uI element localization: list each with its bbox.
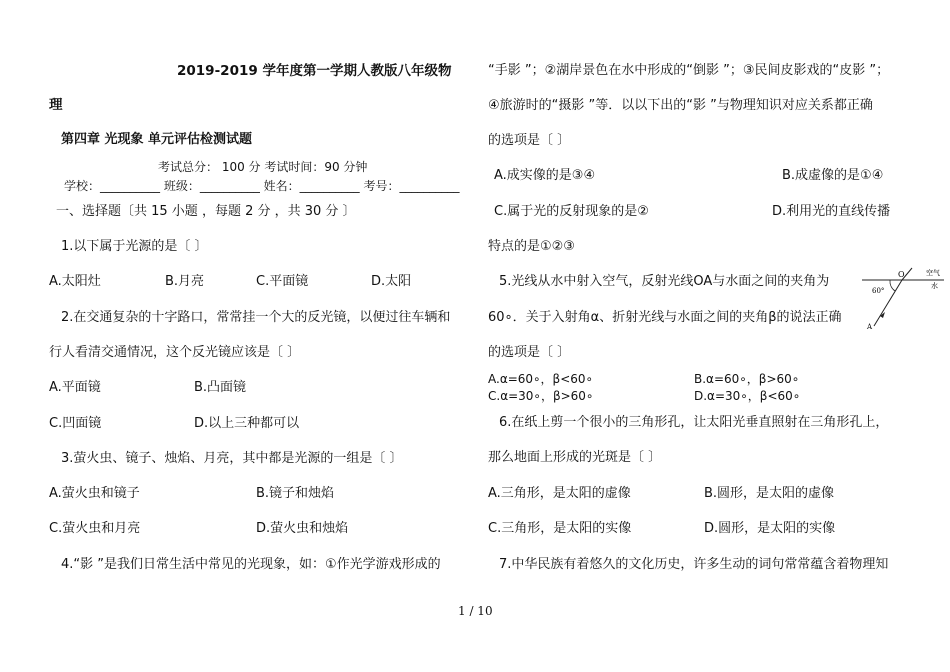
q2-option-b: B.凸面镜 <box>194 380 247 395</box>
exam-info: 考试总分： 100 分 考试时间：90 分钟 <box>158 160 368 174</box>
angle-arc <box>890 280 895 291</box>
q4-stem-line1: “手影 ”；②湖岸景色在水中形成的“倒影 ”；③民间皮影戏的“皮影 ”； <box>488 63 890 78</box>
q1-option-c: C.平面镜 <box>256 274 309 289</box>
q4-stem-line3: 的选项是〔 〕 <box>488 133 571 148</box>
q5-refraction-diagram <box>858 266 946 332</box>
q3-option-b: B.镜子和烛焰 <box>256 486 335 501</box>
q5-stem-line3: 的选项是〔 〕 <box>488 345 571 360</box>
q4-option-b: B.成虚像的是①④ <box>782 168 884 183</box>
q2-stem-line1: 2.在交通复杂的十字路口，常常挂一个大的反光镜，以便过往车辆和 <box>61 310 451 325</box>
doc-title-line2: 理 <box>49 97 63 113</box>
q4-stem-line2: ④旅游时的“摄影 ”等．以以下出的“影 ”与物理知识对应关系都正确 <box>488 98 873 113</box>
q6-option-b: B.圆形，是太阳的虚像 <box>704 486 835 501</box>
q1-option-a: A.太阳灶 <box>49 274 101 289</box>
q4-option-c: C.属于光的反射现象的是② <box>494 204 649 219</box>
q4-option-d: D.利用光的直线传播 <box>772 204 891 219</box>
q1-option-b: B.月亮 <box>165 274 205 289</box>
q6-stem-line1: 6.在纸上剪一个很小的三角形孔，让太阳光垂直照射在三角形孔上， <box>499 415 889 430</box>
q4-stem-start: 4.“影 ”是我们日常生活中常见的光现象，如：①作光学游戏形成的 <box>61 557 441 572</box>
water-label: 水 <box>931 282 938 290</box>
q2-option-d: D.以上三种都可以 <box>194 416 300 431</box>
point-o-label: O <box>898 270 905 279</box>
angle-label: 60° <box>872 287 885 295</box>
q1-option-d: D.太阳 <box>371 274 412 289</box>
q7-stem-start: 7.中华民族有着悠久的文化历史，许多生动的词句常常蕴含着物理知 <box>499 557 889 572</box>
q3-option-d: D.萤火虫和烛焰 <box>256 521 349 536</box>
chapter-title: 第四章 光现象 单元评估检测试题 <box>61 132 253 147</box>
q5-stem-line2: 60∘．关于入射角α、折射光线与水面之间的夹角β的说法正确 <box>488 310 842 325</box>
q5-option-c: C.α=30∘，β>60∘ <box>488 389 594 403</box>
q3-option-c: C.萤火虫和月亮 <box>49 521 141 536</box>
student-fields: 学校：__________ 班级：__________ 姓名：__________ 考号：__________ <box>64 179 460 193</box>
q6-option-d: D.圆形，是太阳的实像 <box>704 521 836 536</box>
q2-stem-line2: 行人看清交通情况，这个反光镜应该是〔 〕 <box>49 345 301 360</box>
q5-option-a: A.α=60∘，β<60∘ <box>488 372 594 386</box>
q3-option-a: A.萤火虫和镜子 <box>49 486 140 501</box>
page-number: 1 / 10 <box>458 604 493 618</box>
doc-title-line1: 2019-2019 学年度第一学期人教版八年级物 <box>177 63 452 79</box>
q4-option-d-continued: 特点的是①②③ <box>488 239 575 254</box>
q5-option-b: B.α=60∘，β>60∘ <box>694 372 800 386</box>
q4-option-a: A.成实像的是③④ <box>494 168 596 183</box>
q6-option-c: C.三角形，是太阳的实像 <box>488 521 632 536</box>
q5-option-d: D.α=30∘，β<60∘ <box>694 389 801 403</box>
q2-option-a: A.平面镜 <box>49 380 101 395</box>
air-label: 空气 <box>926 269 940 277</box>
point-a-label: A <box>867 323 873 331</box>
q6-option-a: A.三角形，是太阳的虚像 <box>488 486 631 501</box>
q5-stem-line1: 5.光线从水中射入空气，反射光线OA与水面之间的夹角为 <box>499 274 830 289</box>
section-heading: 一、选择题〔共 15 小题 ，每题 2 分 ，共 30 分 〕 <box>56 204 356 219</box>
q1-stem: 1.以下属于光源的是〔 〕 <box>61 239 208 254</box>
q3-stem: 3.萤火虫、镜子、烛焰、月亮，其中都是光源的一组是〔 〕 <box>61 451 403 466</box>
q2-option-c: C.凹面镜 <box>49 416 102 431</box>
q6-stem-line2: 那么地面上形成的光斑是〔 〕 <box>488 450 662 465</box>
